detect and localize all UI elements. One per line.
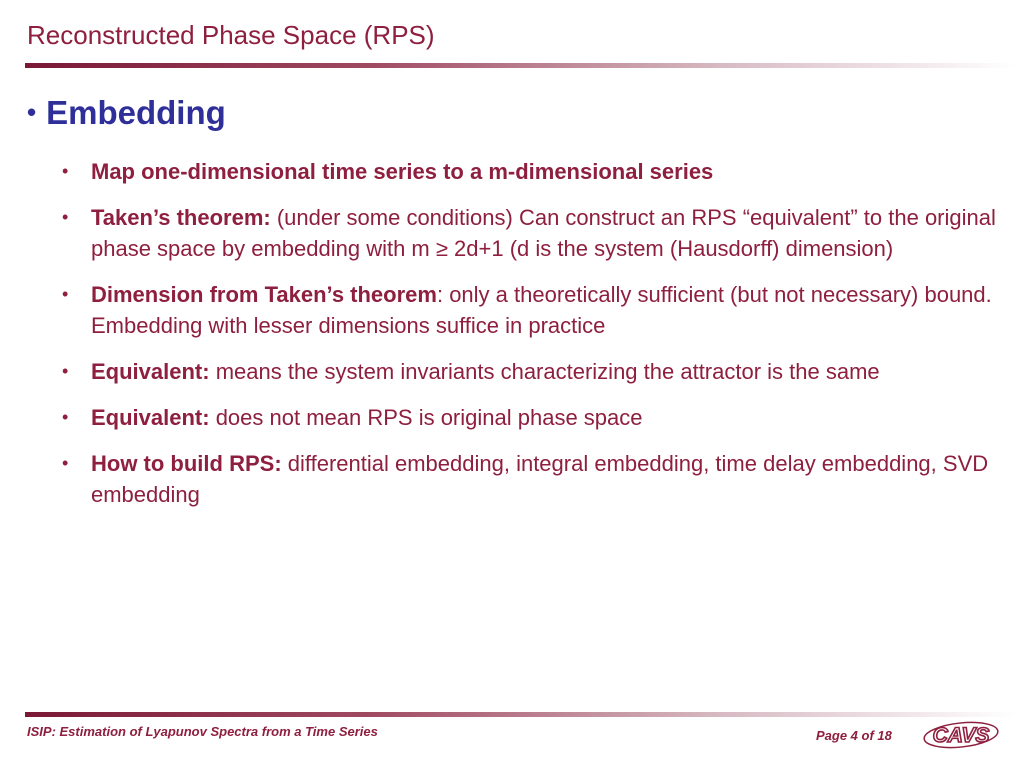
slide-title: Reconstructed Phase Space (RPS): [27, 20, 435, 50]
bullet-item: [62, 279, 1002, 341]
title-divider: [25, 63, 1015, 68]
bullet-item: [62, 156, 1002, 187]
bullet-item: [62, 202, 1002, 264]
bullet-item: [62, 448, 1002, 510]
bullet-lead: Dimension from Taken’s theorem: [91, 282, 437, 307]
heading-text: Embedding: [46, 94, 226, 131]
bullet-item: [62, 402, 1002, 433]
bullet-lead: Equivalent:: [91, 359, 210, 384]
bullet-lead: How to build RPS:: [91, 451, 282, 476]
bullet-marker: •: [62, 453, 69, 473]
bullet-marker: •: [62, 161, 69, 181]
page-number: Page 4 of 18: [816, 728, 892, 743]
logo-text: CAVS: [932, 724, 990, 747]
footer-presentation-title: ISIP: Estimation of Lyapunov Spectra from a Time Series: [27, 724, 378, 739]
bullet-text: means the system invariants characterizing the attractor is the same: [209, 359, 880, 384]
bullet-lead: Equivalent:: [91, 405, 210, 430]
bullet-text: : only a theoretically sufficient (but not necessary) bound. Embedding with lesser dimensions suffice in practice: [91, 282, 992, 338]
bullet-marker: •: [62, 407, 69, 427]
heading-bullet: •: [27, 97, 37, 127]
bullet-marker: •: [62, 207, 69, 227]
bullet-lead: Map one-dimensional time series to a m-dimensional series: [91, 159, 714, 184]
section-heading: [27, 94, 226, 132]
bullet-text: (under some conditions) Can construct an RPS “equivalent” to the original phase space by embedding with m ≥ 2d+1 (d is the system (Hausdorff) dimension): [91, 205, 996, 261]
footer-divider: [25, 712, 1015, 717]
bullet-text: does not mean RPS is original phase space: [209, 405, 643, 430]
cavs-logo-icon: [922, 720, 1000, 750]
bullet-text: differential embedding, integral embedding, time delay embedding, SVD embedding: [91, 451, 989, 507]
bullet-lead: Taken’s theorem:: [91, 205, 271, 230]
bullet-marker: •: [62, 284, 69, 304]
bullet-item: [62, 356, 1002, 387]
bullet-marker: •: [62, 361, 69, 381]
bullet-list: [62, 156, 1002, 525]
